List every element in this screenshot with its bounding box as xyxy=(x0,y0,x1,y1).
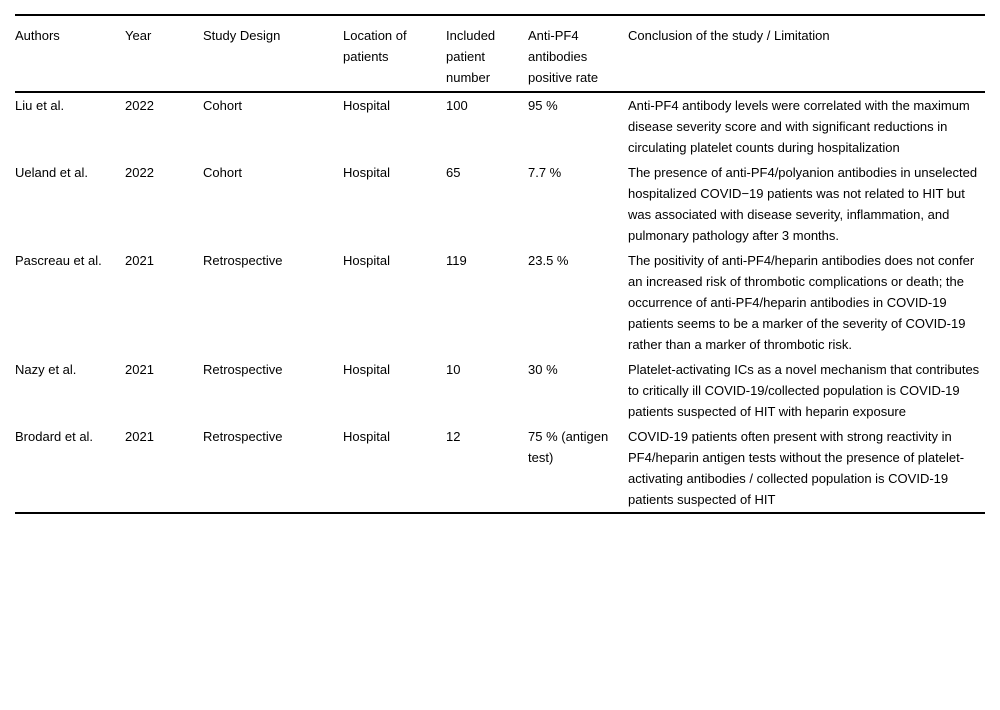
cell-year: 2022 xyxy=(125,98,154,113)
cell-conclusion: Platelet-activating ICs as a novel mechanism that contributes to critically ill COVID-19/collected population is COVID-19 patients suspected of HIT with heparin exposure xyxy=(628,362,980,419)
cell-location: Hospital xyxy=(343,429,390,444)
cell-positive-rate: 95 % xyxy=(528,98,558,113)
table-body xyxy=(15,92,985,513)
table-row xyxy=(15,160,985,248)
cell-study-design: Retrospective xyxy=(203,362,283,377)
table-row xyxy=(15,92,985,160)
cell-positive-rate: 7.7 % xyxy=(528,165,562,180)
cell-authors: Ueland et al. xyxy=(15,165,88,180)
cell-conclusion: The presence of anti-PF4/polyanion antibodies in unselected hospitalized COVID−19 patients was not related to HIT but was associated with disease severity, inflammation, and pulmonary pathology after 3 months. xyxy=(628,165,978,243)
cell-positive-rate: 30 % xyxy=(528,362,558,377)
column-header-location: Location of patients xyxy=(343,28,407,64)
cell-location: Hospital xyxy=(343,98,390,113)
cell-authors: Liu et al. xyxy=(15,98,65,113)
cell-patient-number: 119 xyxy=(446,253,467,268)
cell-patient-number: 65 xyxy=(446,165,461,180)
cell-study-design: Cohort xyxy=(203,98,243,113)
cell-location: Hospital xyxy=(343,165,390,180)
table-header xyxy=(15,15,985,92)
cell-year: 2022 xyxy=(125,165,154,180)
column-header-authors: Authors xyxy=(15,28,60,43)
column-header-conclusion: Conclusion of the study / Limitation xyxy=(628,28,830,43)
cell-positive-rate: 75 % (antigen test) xyxy=(528,429,609,465)
header-row xyxy=(15,15,985,92)
study-table xyxy=(15,14,985,514)
column-header-year: Year xyxy=(125,28,152,43)
table-row xyxy=(15,424,985,513)
cell-study-design: Cohort xyxy=(203,165,243,180)
cell-conclusion: Anti-PF4 antibody levels were correlated with the maximum disease severity score and with significant reductions in circulating platelet counts during hospitalization xyxy=(628,98,970,155)
cell-location: Hospital xyxy=(343,253,390,268)
cell-study-design: Retrospective xyxy=(203,253,283,268)
cell-positive-rate: 23.5 % xyxy=(528,253,569,268)
column-header-positive-rate: Anti-PF4 antibodies positive rate xyxy=(528,28,599,85)
cell-year: 2021 xyxy=(125,253,154,268)
table-row xyxy=(15,357,985,424)
cell-year: 2021 xyxy=(125,362,154,377)
cell-patient-number: 100 xyxy=(446,98,468,113)
cell-authors: Brodard et al. xyxy=(15,429,94,444)
cell-patient-number: 10 xyxy=(446,362,461,377)
table-row xyxy=(15,248,985,357)
cell-authors: Pascreau et al. xyxy=(15,253,102,268)
cell-authors: Nazy et al. xyxy=(15,362,77,377)
column-header-patient-number: Included patient number xyxy=(446,28,496,85)
cell-study-design: Retrospective xyxy=(203,429,283,444)
column-header-study-design: Study Design xyxy=(203,28,281,43)
cell-location: Hospital xyxy=(343,362,390,377)
cell-year: 2021 xyxy=(125,429,154,444)
cell-patient-number: 12 xyxy=(446,429,461,444)
cell-conclusion: COVID-19 patients often present with strong reactivity in PF4/heparin antigen tests without the presence of platelet-activating antibodies / collected population is COVID-19 patients suspected of HIT xyxy=(628,429,965,507)
cell-conclusion: The positivity of anti-PF4/heparin antibodies does not confer an increased risk of thrombotic complications or death; the occurrence of anti-PF4/heparin antibodies in COVID-19 patients seems to be a marker of the severity of COVID-19 rather than a marker of thrombotic risk. xyxy=(628,253,975,352)
